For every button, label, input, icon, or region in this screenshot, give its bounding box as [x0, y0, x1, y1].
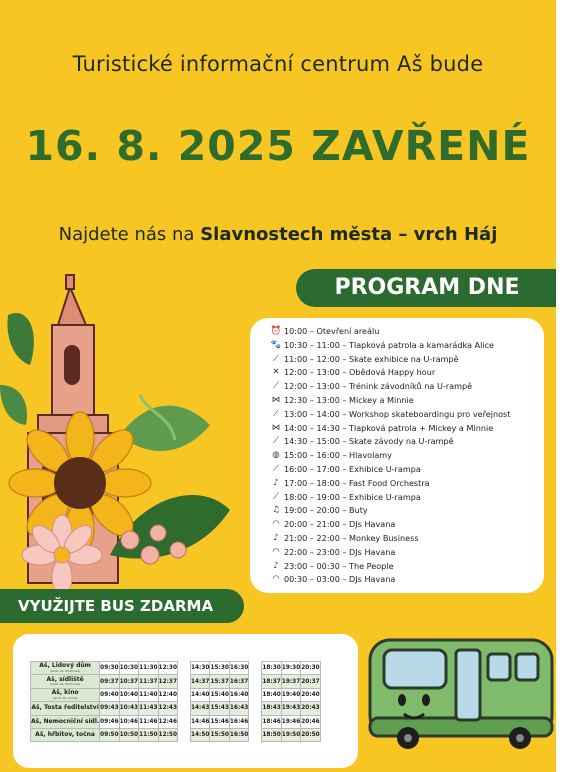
- bus-departure-time: [177, 715, 190, 728]
- bus-departure-time: 18:37: [262, 675, 281, 688]
- program-schedule: [270, 325, 552, 587]
- bus-timetable-row: [31, 662, 321, 675]
- bus-departure-time: 19:46: [281, 715, 300, 728]
- bus-departure-time: [249, 662, 262, 675]
- bus-departure-time: [177, 662, 190, 675]
- bus-timetable-row: [31, 728, 321, 741]
- bus-departure-time: 12:43: [158, 702, 177, 715]
- bus-departure-time: 12:50: [158, 728, 177, 741]
- bus-departure-time: 09:50: [100, 728, 119, 741]
- skateboard-icon: ⟋: [273, 381, 279, 392]
- bus-departure-time: 16:40: [229, 688, 248, 701]
- header-line: Turistické informační centrum Aš bude: [72, 52, 484, 76]
- location-venue: Slavnostech města – vrch Háj: [200, 224, 498, 245]
- bus-departure-time: 18:46: [262, 715, 281, 728]
- bus-stop-name: Aš, Nemocniční sídl.: [31, 715, 100, 728]
- schedule-row: ⋈ 12:30 – 13:00 – Mickey a Minnie: [270, 394, 552, 408]
- bus-departure-time: 19:43: [281, 702, 300, 715]
- right-margin: [556, 0, 564, 772]
- schedule-row: ♪ 21:00 – 22:00 – Monkey Business: [270, 532, 552, 546]
- bus-timetable-row: [31, 715, 321, 728]
- program-title-banner: PROGRAM DNE: [296, 269, 556, 307]
- bus-departure-time: 10:50: [119, 728, 138, 741]
- bus-departure-time: 15:43: [210, 702, 229, 715]
- bus-departure-time: 11:30: [139, 662, 158, 675]
- bus-stop-name: Aš, kino (směr Aš, točna): [31, 688, 100, 701]
- schedule-row: ⟋ 14:30 – 15:00 – Skate závody na U-rampě: [270, 435, 552, 449]
- bus-departure-time: 09:43: [100, 702, 119, 715]
- bus-departure-time: 14:50: [190, 728, 209, 741]
- bus-stop-name: Aš, Lidový dům (směr Aš, Elektrosa): [31, 662, 100, 675]
- bus-departure-time: 20:40: [301, 688, 320, 701]
- bus-departure-time: 10:46: [119, 715, 138, 728]
- bus-timetable: [30, 661, 321, 742]
- bus-departure-time: 19:37: [281, 675, 300, 688]
- bus-departure-time: 19:30: [281, 662, 300, 675]
- bus-departure-time: 11:50: [139, 728, 158, 741]
- schedule-row: ♫ 19:00 – 20:00 – Buty: [270, 504, 552, 518]
- bus-departure-time: 11:37: [139, 675, 158, 688]
- location-line: [0, 224, 556, 245]
- bus-departure-time: 09:30: [100, 662, 119, 675]
- skateboard-icon: ⟋: [273, 491, 279, 502]
- bus-departure-time: 20:50: [301, 728, 320, 741]
- schedule-row: ♪ 23:00 – 00:30 – The People: [270, 560, 552, 574]
- bus-departure-time: [249, 715, 262, 728]
- bus-departure-time: 16:50: [229, 728, 248, 741]
- bus-departure-time: 15:40: [210, 688, 229, 701]
- paw-bow-icon: ⋈: [271, 422, 281, 433]
- bus-departure-time: [177, 688, 190, 701]
- bus-departure-time: 09:46: [100, 715, 119, 728]
- ball-icon: ◍: [272, 450, 280, 461]
- cutlery-icon: ✕: [272, 367, 280, 378]
- bus-departure-time: 14:46: [190, 715, 209, 728]
- bus-departure-time: [249, 688, 262, 701]
- bus-departure-time: 09:40: [100, 688, 119, 701]
- saxophone-icon: ♪: [273, 477, 279, 488]
- schedule-row: ✕ 12:00 – 13:00 – Obědová Happy hour: [270, 366, 552, 380]
- guitar-icon: ♪: [273, 560, 279, 571]
- headphones-icon: ◠: [272, 546, 280, 557]
- bus-departure-time: 16:46: [229, 715, 248, 728]
- bus-departure-time: 12:30: [158, 662, 177, 675]
- bus-departure-time: 18:43: [262, 702, 281, 715]
- bus-departure-time: 11:46: [139, 715, 158, 728]
- bus-timetable-row: [31, 688, 321, 701]
- bus-departure-time: 12:40: [158, 688, 177, 701]
- bus-departure-time: 14:40: [190, 688, 209, 701]
- schedule-row: ⏰ 10:00 – Otevření areálu: [270, 325, 552, 339]
- bus-departure-time: 10:40: [119, 688, 138, 701]
- bus-timetable-row: [31, 702, 321, 715]
- bus-illustration: [364, 632, 556, 752]
- headphones-icon: ◠: [272, 574, 280, 585]
- bus-departure-time: [177, 702, 190, 715]
- schedule-row: ◍ 15:00 – 16:00 – Hlavolamy: [270, 449, 552, 463]
- schedule-row: ◠ 20:00 – 21:00 – DJs Havana: [270, 518, 552, 532]
- bus-stop-name: Aš, Tosta ředitelství: [31, 702, 100, 715]
- schedule-row: 🐾 10:30 – 11:00 – Tlapková patrola a kamarádka Alice: [270, 339, 552, 353]
- bus-departure-time: 19:50: [281, 728, 300, 741]
- location-prefix: Najdete nás na: [58, 224, 201, 245]
- free-bus-banner: VYUŽIJTE BUS ZDARMA: [0, 589, 244, 623]
- schedule-row: ⟋ 16:00 – 17:00 – Exhibice U-rampa: [270, 463, 552, 477]
- bus-departure-time: 10:43: [119, 702, 138, 715]
- clock-icon: ⏰: [270, 326, 282, 336]
- bus-departure-time: 20:46: [301, 715, 320, 728]
- bus-departure-time: 12:37: [158, 675, 177, 688]
- schedule-row: ◠ 00:30 – 03:00 – DJs Havana: [270, 573, 552, 587]
- schedule-row: ⟋ 12:00 – 13:00 – Trénink závodníků na U-rampě: [270, 380, 552, 394]
- bus-departure-time: 11:40: [139, 688, 158, 701]
- bus-departure-time: 09:37: [100, 675, 119, 688]
- bus-departure-time: 14:37: [190, 675, 209, 688]
- bus-departure-time: [249, 675, 262, 688]
- bus-departure-time: 18:50: [262, 728, 281, 741]
- schedule-row: ♪ 17:00 – 18:00 – Fast Food Orchestra: [270, 477, 552, 491]
- bus-departure-time: 10:37: [119, 675, 138, 688]
- bus-departure-time: 15:46: [210, 715, 229, 728]
- bus-departure-time: 15:30: [210, 662, 229, 675]
- schedule-row: ⟋ 13:00 – 14:00 – Workshop skateboardingu pro veřejnost: [270, 408, 552, 422]
- bus-departure-time: 16:30: [229, 662, 248, 675]
- skateboard-icon: ⟋: [273, 436, 279, 447]
- bus-departure-time: 16:43: [229, 702, 248, 715]
- tower-flowers-illustration: [0, 265, 260, 595]
- bus-departure-time: 14:43: [190, 702, 209, 715]
- bus-departure-time: 18:30: [262, 662, 281, 675]
- bus-departure-time: 10:30: [119, 662, 138, 675]
- bus-departure-time: [177, 728, 190, 741]
- bus-departure-time: 20:37: [301, 675, 320, 688]
- bus-departure-time: 11:43: [139, 702, 158, 715]
- skateboard-icon: ⟋: [273, 408, 279, 419]
- bus-stop-name: Aš, sídliště (směr Aš, Elektrosa): [31, 675, 100, 688]
- schedule-row: ⋈ 14:00 – 14:30 – Tlapková patrola + Mickey a Minnie: [270, 422, 552, 436]
- bus-departure-time: 15:50: [210, 728, 229, 741]
- bus-timetable-row: [31, 675, 321, 688]
- schedule-row: ⟋ 18:00 – 19:00 – Exhibice U-rampa: [270, 491, 552, 505]
- closed-date-headline: 16. 8. 2025 ZAVŘENÉ: [25, 122, 531, 170]
- bus-stop-name: Aš, hřbitov, točna: [31, 728, 100, 741]
- bus-departure-time: [249, 728, 262, 741]
- bus-departure-time: 18:40: [262, 688, 281, 701]
- bus-departure-time: 15:37: [210, 675, 229, 688]
- bus-departure-time: 16:37: [229, 675, 248, 688]
- bus-departure-time: [249, 702, 262, 715]
- music-note-icon: ♫: [272, 505, 280, 516]
- bus-departure-time: 20:30: [301, 662, 320, 675]
- bus-departure-time: 14:30: [190, 662, 209, 675]
- skateboard-icon: ⟋: [273, 353, 279, 364]
- bow-icon: ⋈: [271, 394, 281, 405]
- skateboard-icon: ⟋: [273, 463, 279, 474]
- headphones-icon: ◠: [272, 519, 280, 530]
- paw-icon: 🐾: [270, 339, 282, 350]
- bus-departure-time: 12:46: [158, 715, 177, 728]
- bus-departure-time: 19:40: [281, 688, 300, 701]
- guitar-icon: ♪: [273, 532, 279, 543]
- bus-departure-time: 20:43: [301, 702, 320, 715]
- schedule-row: ⟋ 11:00 – 12:00 – Skate exhibice na U-rampě: [270, 353, 552, 367]
- bus-departure-time: [177, 675, 190, 688]
- schedule-row: ◠ 22:00 – 23:00 – DJs Havana: [270, 546, 552, 560]
